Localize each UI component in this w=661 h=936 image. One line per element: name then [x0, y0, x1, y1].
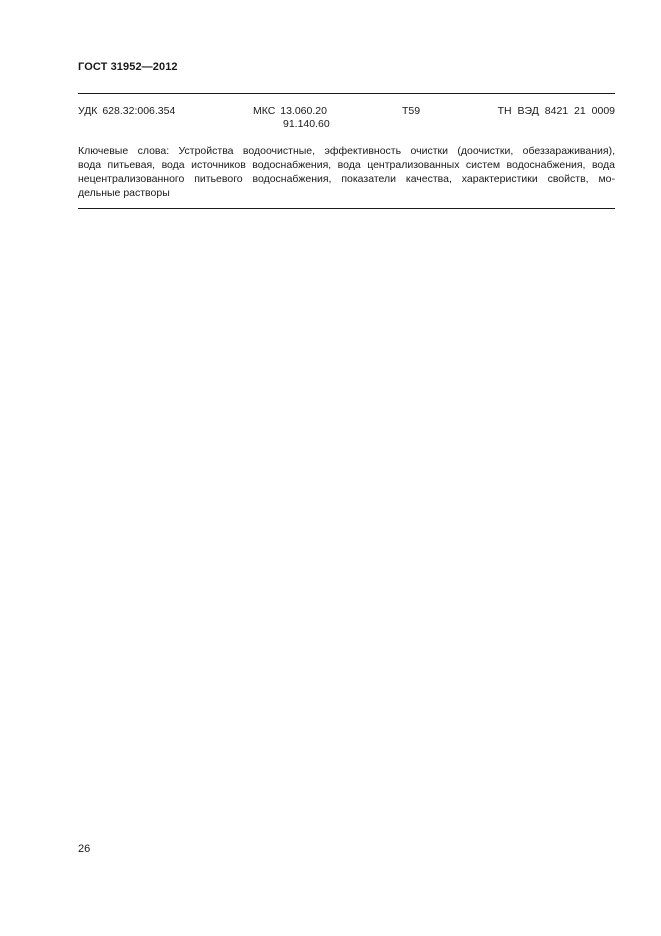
keywords-block	[78, 144, 615, 200]
keywords-line: Ключевые слова: Устройства водоочистные, эффективность очистки (доочистки, обеззараживания),	[78, 145, 615, 157]
top-divider	[78, 93, 615, 94]
keywords-line: вода питьевая, вода источников водоснабжения, вода централизованных систем водоснабжения, вода	[78, 159, 615, 171]
keywords-line: дельные растворы	[78, 187, 170, 199]
bottom-divider	[78, 208, 615, 209]
standard-title: ГОСТ 31952—2012	[78, 61, 178, 73]
classification-row	[78, 105, 615, 135]
mks-code-secondary: 91.140.60	[283, 118, 330, 130]
okp-code: Т59	[402, 105, 421, 117]
tn-ved-code: ТН ВЭД 8421 21 0009	[497, 105, 615, 117]
mks-code: МКС 13.060.20	[253, 105, 327, 117]
document-header	[78, 61, 178, 73]
page-number: 26	[78, 843, 91, 855]
keywords-line: нецентрализованного питьевого водоснабжения, показатели качества, характеристики свойств, мо-	[78, 173, 615, 185]
udk-code: УДК 628.32:006.354	[78, 105, 176, 117]
